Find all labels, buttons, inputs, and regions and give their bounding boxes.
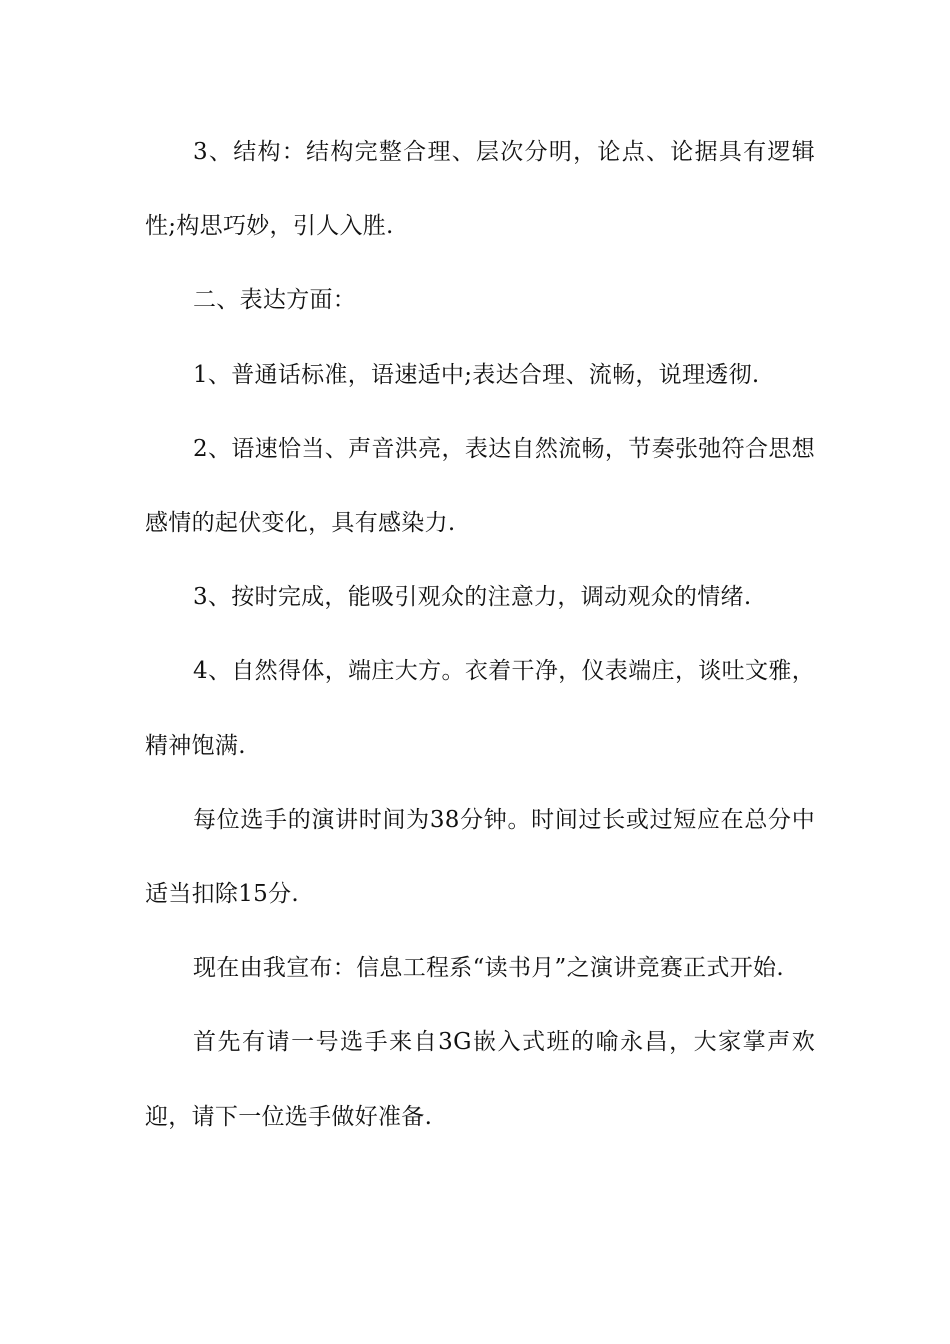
paragraph-time-limit: 每位选手的演讲时间为38分钟。时间过长或过短应在总分中适当扣除15分. xyxy=(145,806,815,908)
paragraph-mandarin: 1、普通话标准，语速适中;表达合理、流畅，说理透彻. xyxy=(193,361,760,388)
paragraph-time: 3、按时完成，能吸引观众的注意力，调动观众的情绪. xyxy=(193,584,752,611)
paragraph-first-contestant: 首先有请一号选手来自3G嵌入式班的喻永昌，大家掌声欢迎，请下一位选手做好准备. xyxy=(145,1029,815,1130)
paragraph-expression-heading: 二、表达方面： xyxy=(193,287,357,314)
paragraph-announcement: 现在由我宣布：信息工程系“读书月”之演讲竞赛正式开始. xyxy=(193,955,784,982)
document-body xyxy=(145,115,815,1154)
paragraph-pace: 2、语速恰当、声音洪亮，表达自然流畅，节奏张弛符合思想感情的起伏变化，具有感染力. xyxy=(145,435,815,537)
paragraph-appearance: 4、自然得体，端庄大方。衣着干净，仪表端庄，谈吐文雅，精神饱满. xyxy=(145,658,815,759)
paragraph-structure: 3、结构：结构完整合理、层次分明，论点、论据具有逻辑性;构思巧妙，引人入胜. xyxy=(145,139,815,240)
